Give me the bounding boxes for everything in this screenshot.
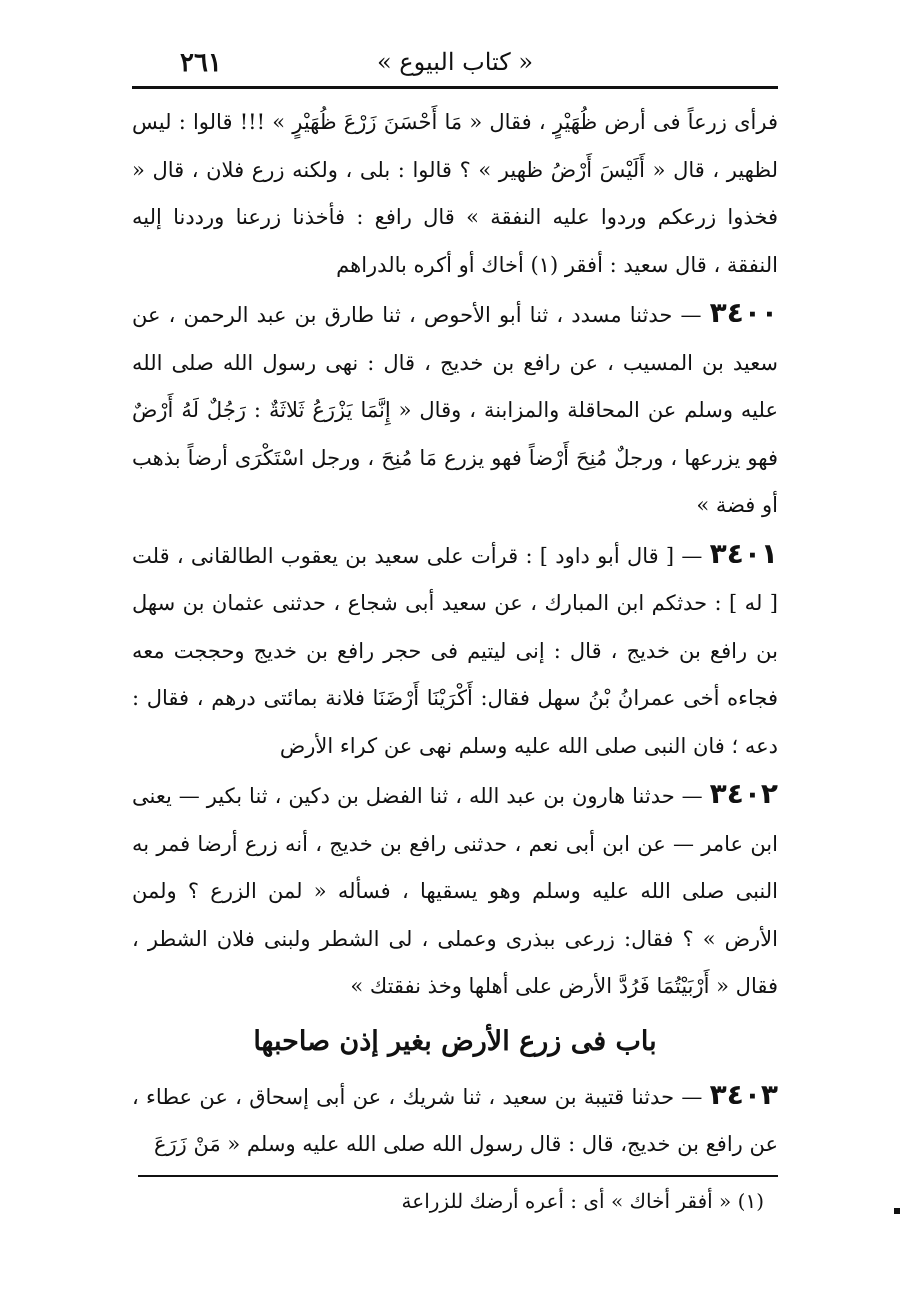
page-header <box>132 40 778 86</box>
hadith-text: — حدثنا قتيبة بن سعيد ، ثنا شريك ، عن أبى إسحاق ، عن عطاء ، عن رافع بن خديج، قال : قال رسول الله صلى الله عليه وسلم « مَنْ زَرَعَ <box>132 1084 778 1156</box>
running-title: « كتاب البيوع » <box>376 48 533 76</box>
hadith-number: ٣٤٠٢ <box>709 777 778 810</box>
hadith-3403 <box>132 1071 778 1169</box>
book-page <box>132 40 778 1221</box>
page-number: ٢٦١ <box>180 48 222 78</box>
hadith-3400 <box>132 289 778 530</box>
hadith-number: ٣٤٠٣ <box>709 1077 778 1111</box>
hadith-text: — [ قال أبو داود ] : قرأت على سعيد بن يعقوب الطالقانى ، قلت [ له ] : حدثكم ابن المبارك ، عن سعيد أبى شجاع ، حدثنى عثمان بن سهل بن رافع بن خديج ، قال : إنى ليتيم فى حجر رافع بن خديج وحججت معه فجاءه أخى عمرانُ بْنُ سهل فقال: أَكْرَيْنَا أَرْضَنَا فلانة بمائتى درهم ، فقال : دعه ؛ فان النبى صلى الله عليه وسلم نهى عن كراء الأرض <box>132 543 778 758</box>
section-heading: باب فى زرع الأرض بغير إذن صاحبها <box>253 1025 657 1057</box>
hadith-text: — حدثنا هارون بن عبد الله ، ثنا الفضل بن دكين ، ثنا بكير — يعنى ابن عامر — عن ابن أبى نعم ، حدثنى رافع بن خديج ، أنه زرع أرضا فمر به النبى صلى الله عليه وسلم وهو يسقيها ، فسأله « لمن الزرع ؟ ولمن الأرض » ؟ فقال: زرعى ببذرى وعملى ، لى الشطر ولبنى فلان الشطر ، فقال « أَرْبَيْتُمَا فَرُدَّ الأرض على أهلها وخذ نفقتك » <box>132 784 778 998</box>
paragraph-text: فرأى زرعاً فى أرض ظُهَيْرٍ ، فقال « مَا أَحْسَنَ زَرْعَ ظُهَيْرٍ » !!! قالوا : ليس لظهير ، قال « أَلَيْسَ أَرْضُ ظهير » ؟ قالوا : بلى ، ولكنه زرع فلان ، قال « فخذوا زرعكم وردوا عليه النفقة » قال رافع : فأخذنا زرعنا ورددنا إليه النفقة ، قال سعيد : أفقر (١) أخاك أو أكره بالدراهم <box>132 110 778 277</box>
hadith-number: ٣٤٠١ <box>709 536 778 570</box>
header-rule <box>132 86 778 89</box>
hadith-number: ٣٤٠٠ <box>709 296 778 329</box>
hadith-text: — حدثنا مسدد ، ثنا أبو الأحوص ، ثنا طارق بن عبد الرحمن ، عن سعيد بن المسيب ، عن رافع بن خديج ، قال : نهى رسول الله صلى الله عليه وسلم عن المحاقلة والمزابنة ، وقال « إِنَّمَا يَزْرَعُ ثَلاثَةٌ : رَجُلٌ لَهُ أَرْضٌ فهو يزرعها ، ورجلٌ مُنِحَ أَرْضاً فهو يزرع مَا مُنِحَ ، ورجل اسْتَكْرَى أرضاً بذهب أو فضة » <box>132 303 778 517</box>
footnote-rule <box>138 1175 778 1177</box>
hadith-3402 <box>132 770 778 1011</box>
hadith-3401 <box>132 530 778 771</box>
paragraph-continuation <box>132 99 778 289</box>
footnote: (١) « أفقر أخاك » أى : أعره أرضك للزراعة <box>401 1188 764 1213</box>
margin-mark <box>894 1208 900 1214</box>
